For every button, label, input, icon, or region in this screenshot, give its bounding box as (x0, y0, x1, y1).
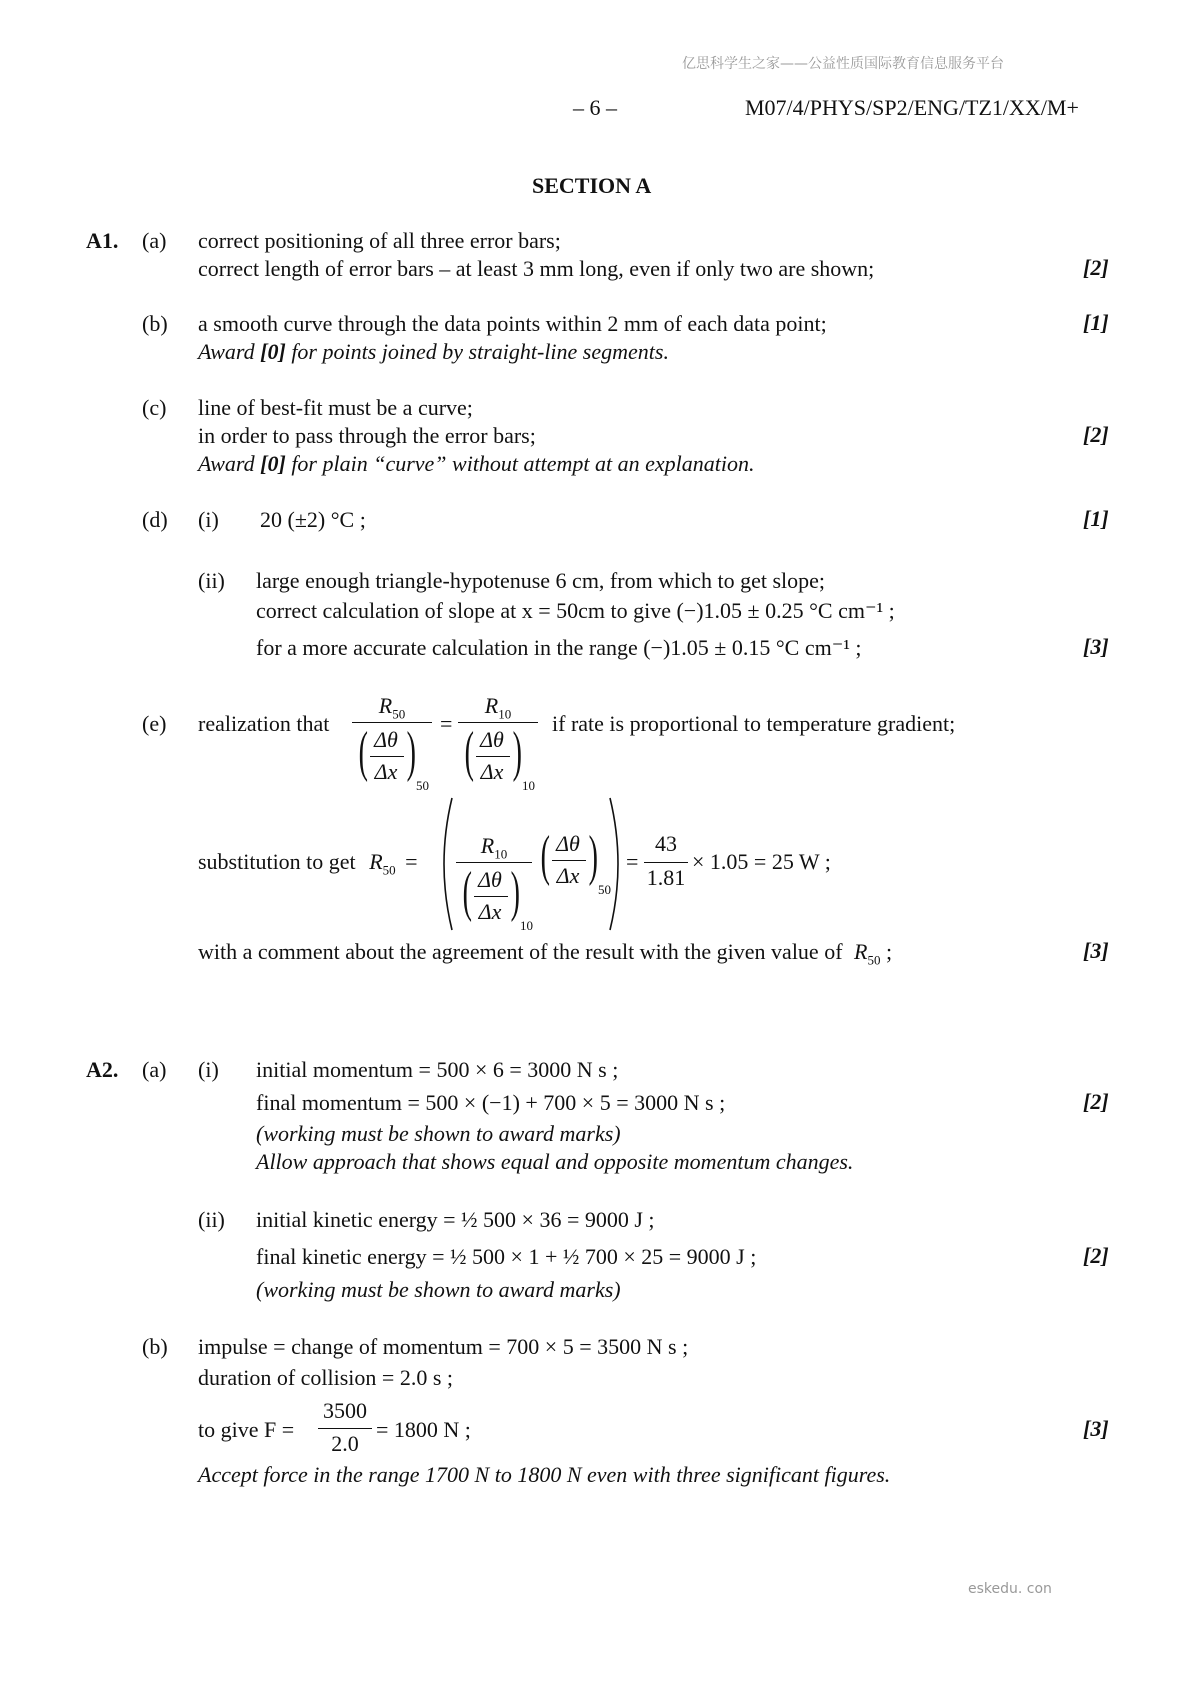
a1e-dtheta-50: Δθ (374, 727, 398, 752)
a1e-marks: [3] (1083, 938, 1109, 963)
a1e-comment (198, 938, 892, 974)
a1e-dtheta-10: Δθ (480, 727, 504, 752)
a1e-comment-end: ; (880, 939, 893, 964)
a1e-r50-sub: 50 (392, 706, 406, 722)
a1e-r50-symbol: R (378, 693, 393, 718)
a1e-inner-r10-sub: 10 (494, 846, 508, 862)
a1c-marks: [2] (1083, 422, 1109, 447)
a1e-r10-symbol: R (484, 693, 499, 718)
a2a-ii-line2: final kinetic energy = ½ 500 × 1 + ½ 700 × 25 = 9000 J ; (256, 1244, 757, 1269)
page-number: – 6 – (573, 95, 617, 120)
a1e-result-bar (644, 862, 688, 863)
a2b-f-bar (318, 1428, 372, 1429)
a2b-marks: [3] (1083, 1416, 1109, 1441)
a1c-line2: in order to pass through the error bars; (198, 423, 536, 448)
a1e-realization: realization that (198, 711, 330, 736)
a1e-r10-sub: 10 (498, 706, 512, 722)
a1d-i-text: 20 (±2) °C ; (260, 507, 366, 532)
a1e-sub-r50: R (369, 849, 383, 874)
part-label-a1c: (c) (142, 395, 167, 420)
footer-watermark: eskedu. con (968, 1581, 1052, 1597)
a1e-inner-dx: Δx (478, 899, 502, 924)
document-code: M07/4/PHYS/SP2/ENG/TZ1/XX/M+ (745, 95, 1079, 120)
a1e-grad-10 (458, 721, 538, 793)
a1e-factor-paren-left: ( (540, 825, 550, 887)
a1c-line1: line of best-fit must be a curve; (198, 395, 473, 420)
part-label-a2a: (a) (142, 1057, 167, 1082)
a1e-paren-left-50: ( (358, 721, 368, 783)
a1a-marks: [2] (1083, 255, 1109, 280)
a1d-ii-label: (ii) (198, 568, 225, 593)
a2b-f-tail: = 1800 N ; (376, 1417, 471, 1442)
part-label-a1e: (e) (142, 711, 167, 736)
a1e-dx-10: Δx (480, 759, 504, 784)
a2a-ii-marks: [2] (1083, 1243, 1109, 1268)
a1b-note (198, 338, 669, 366)
a1e-grad-50 (352, 721, 432, 793)
a1e-inner-grad-bar (474, 896, 508, 897)
part-label-a1d: (d) (142, 507, 168, 532)
a2b-to-give: to give F = (198, 1417, 295, 1442)
a1e-comment-r-sub: 50 (867, 952, 881, 968)
a1e-inner-paren-left: ( (462, 861, 472, 923)
a1d-ii-marks: [3] (1083, 634, 1109, 659)
a1e-substitution (198, 848, 418, 884)
a2a-ii-line1: initial kinetic energy = ½ 500 × 36 = 9000 J ; (256, 1207, 655, 1232)
a1e-inner-dtheta: Δθ (478, 867, 502, 892)
a1e-sub-r50-sub: 50 (382, 862, 396, 878)
question-label-a1: A1. (86, 228, 119, 253)
a2a-i-note2: Allow approach that shows equal and opposite momentum changes. (256, 1149, 854, 1174)
a1b-note-post: for points joined by straight-line segments. (285, 339, 669, 364)
a1e-paren-right-50: ) (406, 721, 416, 783)
a1e-result-tail: × 1.05 = 25 W ; (692, 849, 831, 874)
a1e-result-equals: = (626, 849, 639, 874)
a1e-factor-sub: 50 (598, 882, 611, 897)
part-label-a1b: (b) (142, 311, 168, 336)
a2a-i-marks: [2] (1083, 1089, 1109, 1114)
a1d-ii-line2: correct calculation of slope at x = 50cm to give (−)1.05 ± 0.25 °C cm⁻¹ ; (256, 598, 895, 623)
a1a-line1: correct positioning of all three error bars; (198, 228, 561, 253)
a1e-grad-50-bar (370, 756, 404, 757)
a1e-inner-grad-10 (456, 861, 533, 933)
a1e-rate-text: if rate is proportional to temperature gradient; (552, 711, 956, 736)
a1e-comment-r: R (854, 939, 868, 964)
a1c-note (198, 450, 755, 478)
header-watermark: 亿思科学生之家——公益性质国际教育信息服务平台 (682, 56, 1004, 72)
a1d-i-label: (i) (198, 507, 219, 532)
a1a-line2: correct length of error bars – at least 3 mm long, even if only two are shown; (198, 256, 875, 281)
a1d-ii-line1: large enough triangle-hypotenuse 6 cm, from which to get slope; (256, 568, 826, 593)
a2a-ii-label: (ii) (198, 1207, 225, 1232)
a1d-i-marks: [1] (1083, 506, 1109, 531)
a1e-result-den: 1.81 (646, 865, 686, 890)
a2b-f-den: 2.0 (331, 1431, 359, 1456)
a1b-line1: a smooth curve through the data points within 2 mm of each data point; (198, 311, 827, 336)
a2a-i-note1: (working must be shown to award marks) (256, 1121, 621, 1146)
a1e-factor-bar (552, 860, 586, 861)
a2a-ii-note: (working must be shown to award marks) (256, 1277, 621, 1302)
a2b-line2: duration of collision = 2.0 s ; (198, 1365, 453, 1390)
a2b-f-num: 3500 (323, 1398, 367, 1423)
a1c-note-bold: [0] (260, 451, 286, 476)
a1e-result-num: 43 (655, 831, 677, 856)
a1e-big-paren-left (444, 798, 452, 930)
a1e-inner-r10-symbol: R (480, 833, 495, 858)
a1b-marks: [1] (1083, 310, 1109, 335)
a1e-paren-right-10: ) (512, 721, 522, 783)
a1e-grad50-factor (534, 825, 614, 897)
a1e-comment-text: with a comment about the agreement of the result with the given value of (198, 939, 843, 964)
question-label-a2: A2. (86, 1057, 119, 1082)
part-label-a1a: (a) (142, 228, 167, 253)
a1c-note-post: for plain “curve” without attempt at an explanation. (285, 451, 755, 476)
a1e-sub-equals: = (405, 849, 418, 874)
part-label-a2b: (b) (142, 1334, 168, 1359)
a1c-note-pre: Award (198, 451, 261, 476)
a1e-factor-dtheta: Δθ (556, 831, 580, 856)
a1e-substitution-text: substitution to get (198, 849, 356, 874)
a1e-grad-10-bar (476, 756, 510, 757)
a2a-i-line2: final momentum = 500 × (−1) + 700 × 5 = 3000 N s ; (256, 1090, 726, 1115)
a1e-grad-50-sub: 50 (416, 778, 429, 793)
a1e-dx-50: Δx (374, 759, 398, 784)
a1b-note-bold: [0] (260, 339, 286, 364)
a1e-factor-dx: Δx (556, 863, 580, 888)
a2b-note: Accept force in the range 1700 N to 1800 N even with three significant figures. (198, 1462, 891, 1487)
a1e-equals: = (440, 711, 453, 736)
a1e-paren-left-10: ( (464, 721, 474, 783)
a1b-note-pre: Award (198, 339, 261, 364)
a1d-ii-line3: for a more accurate calculation in the range (−)1.05 ± 0.15 °C cm⁻¹ ; (256, 635, 862, 660)
a2b-line1: impulse = change of momentum = 700 × 5 = 3500 N s ; (198, 1334, 689, 1359)
section-title: SECTION A (532, 173, 652, 198)
a1e-inner-paren-right: ) (510, 861, 520, 923)
a1e-factor-paren-right: ) (588, 825, 598, 887)
a2a-i-line1: initial momentum = 500 × 6 = 3000 N s ; (256, 1057, 619, 1082)
a1e-grad-10-sub: 10 (522, 778, 535, 793)
a2a-i-label: (i) (198, 1057, 219, 1082)
a1e-inner-grad-sub: 10 (520, 918, 533, 933)
